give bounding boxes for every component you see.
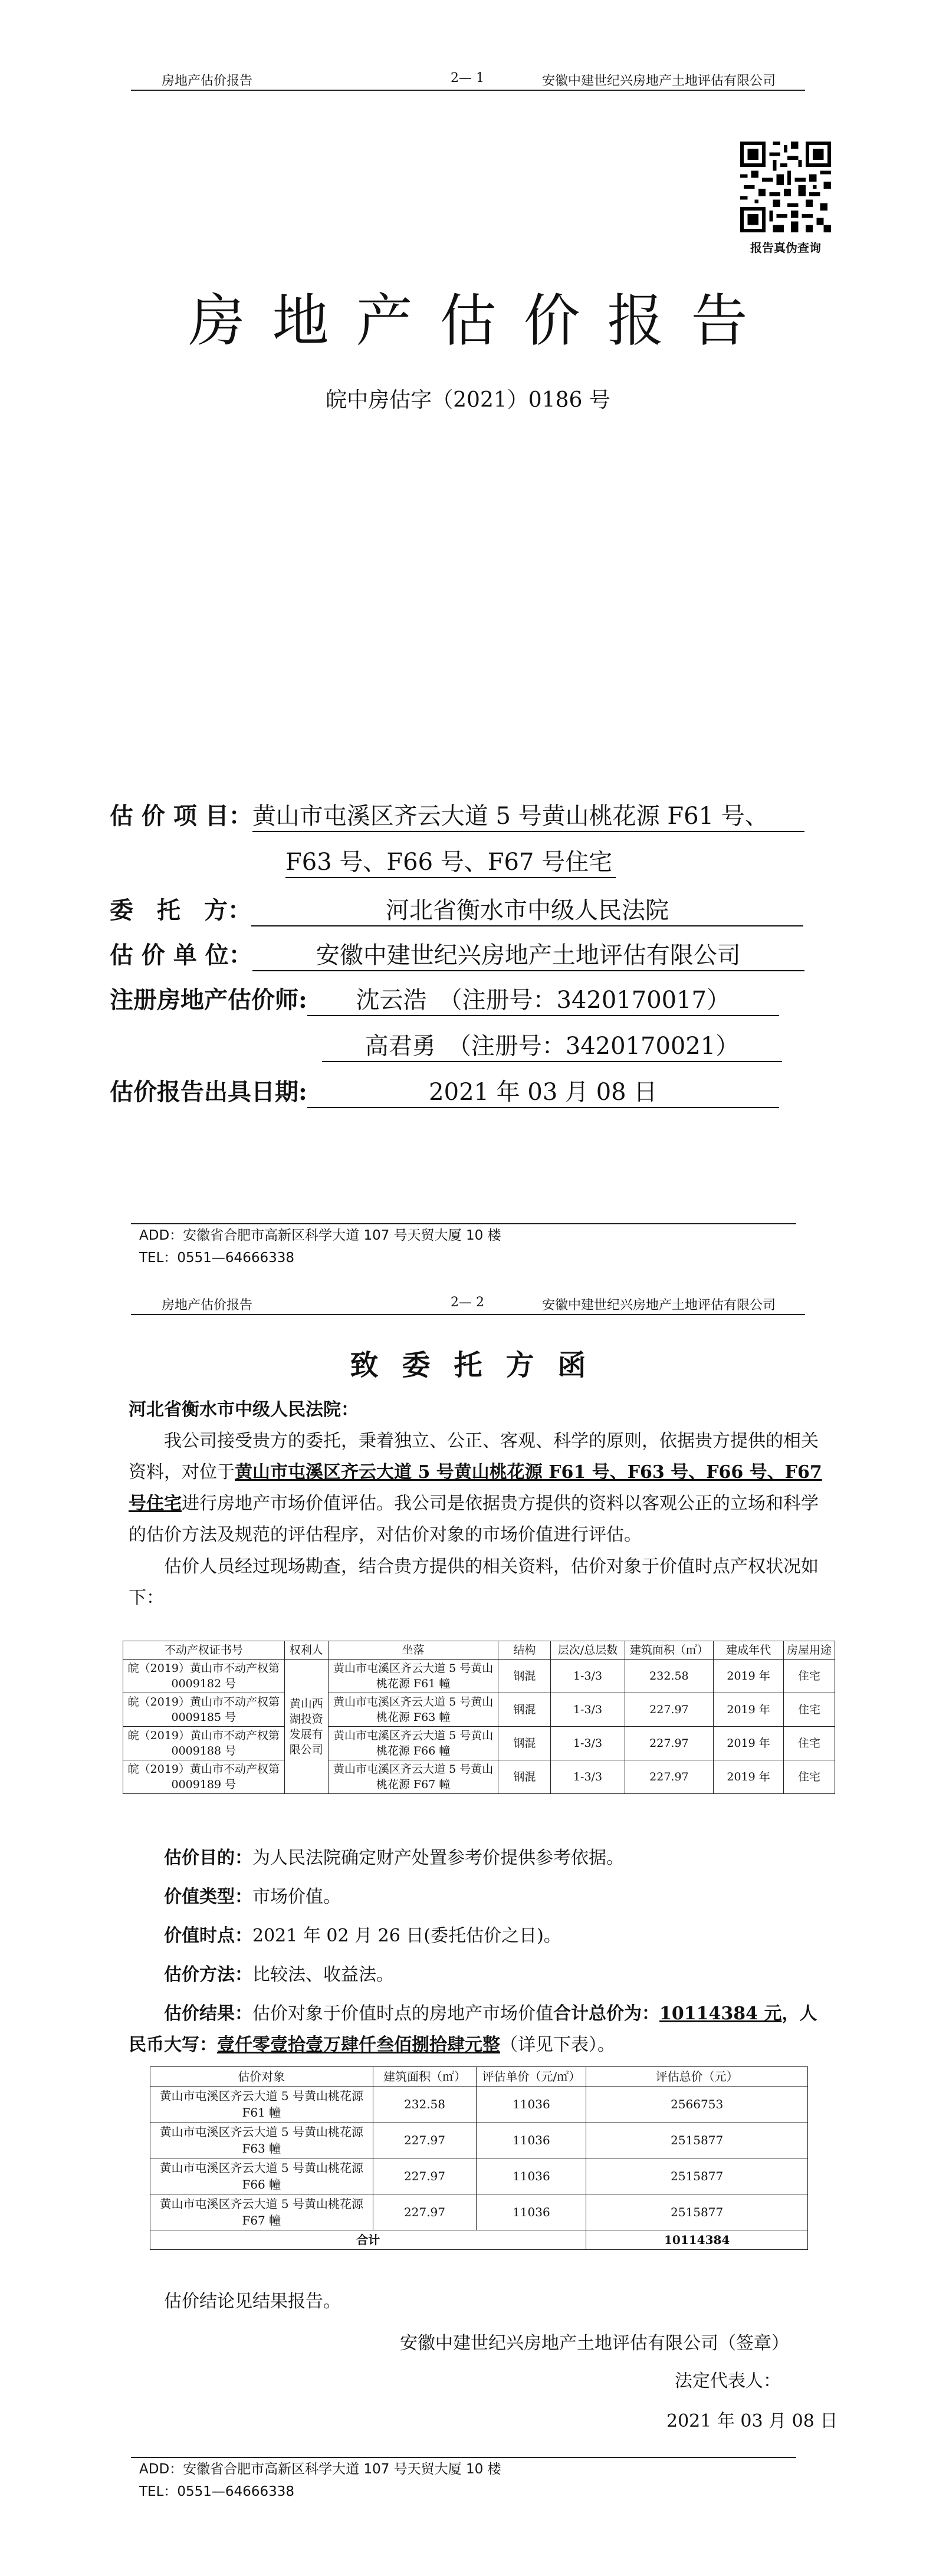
appraiser-value: 安徽中建世纪兴房地产土地评估有限公司 — [252, 937, 804, 971]
cell-area: 227.97 — [373, 2194, 477, 2230]
date-value: 2021 年 03 月 08 日 — [307, 1073, 779, 1108]
cell-structure: 钢混 — [498, 1693, 551, 1727]
cell-total-price: 2515877 — [586, 2158, 808, 2194]
cell-floors: 1-3/3 — [551, 1660, 625, 1693]
cell-year: 2019 年 — [714, 1693, 784, 1727]
col-location: 坐落 — [328, 1641, 498, 1660]
cell-floors: 1-3/3 — [551, 1727, 625, 1760]
value-type-line — [129, 1881, 822, 1913]
page-header — [131, 66, 805, 91]
cell-owner: 黄山西湖投资发展有限公司 — [284, 1660, 328, 1794]
cell-floors: 1-3/3 — [551, 1693, 625, 1727]
table-header-row — [150, 2067, 808, 2087]
cell-use: 住宅 — [783, 1727, 835, 1760]
table-total-row — [150, 2230, 808, 2250]
cell-object: 黄山市屯溪区齐云大道 5 号黄山桃花源 F66 幢 — [150, 2158, 373, 2194]
cell-area: 232.58 — [373, 2087, 477, 2122]
conclusion-line: 估价结论见结果报告。 — [164, 2291, 341, 2312]
table-row — [150, 2194, 808, 2230]
result-text-c: ，人民币大写： — [129, 2003, 817, 2055]
purpose-label: 估价目的： — [164, 1848, 252, 1868]
result-text-a: 估价对象于价值时点的房地产市场价值 — [252, 2003, 553, 2024]
cell-unit-price: 11036 — [477, 2122, 586, 2158]
appraiser-row — [110, 937, 804, 971]
result-amount-chinese: 壹仟零壹拾壹万肆仟叁佰捌拾肆元整 — [217, 2035, 500, 2055]
cell-unit-price: 11036 — [477, 2087, 586, 2122]
project-row — [110, 797, 804, 832]
col-use: 房屋用途 — [783, 1641, 835, 1660]
col-structure: 结构 — [498, 1641, 551, 1660]
cell-unit-price: 11036 — [477, 2158, 586, 2194]
cell-total-price: 2515877 — [586, 2122, 808, 2158]
date-row — [110, 1073, 779, 1108]
footer-tel: TEL：0551—64666338 — [139, 2484, 294, 2499]
page-footer — [131, 1223, 796, 1269]
cell-area: 227.97 — [625, 1760, 714, 1794]
client-label: 委 托 方： — [110, 896, 251, 924]
qr-caption: 报告真伪查询 — [750, 241, 821, 255]
letter-paragraph-1 — [129, 1425, 822, 1550]
cell-area: 232.58 — [625, 1660, 714, 1693]
letter-title: 致委托方函 — [350, 1349, 610, 1382]
valuer-2: 高君勇 （注册号：3420170021） — [322, 1027, 782, 1062]
table-header-row — [123, 1641, 835, 1660]
cell-object: 黄山市屯溪区齐云大道 5 号黄山桃花源 F61 幢 — [150, 2087, 373, 2122]
table-row — [150, 2087, 808, 2122]
cell-use: 住宅 — [783, 1660, 835, 1693]
cell-total-price: 2566753 — [586, 2087, 808, 2122]
cell-use: 住宅 — [783, 1693, 835, 1727]
cell-location: 黄山市屯溪区齐云大道 5 号黄山桃花源 F61 幢 — [328, 1660, 498, 1693]
cell-year: 2019 年 — [714, 1760, 784, 1794]
property-rights-table — [123, 1641, 835, 1794]
header-right: 安徽中建世纪兴房地产土地评估有限公司 — [541, 1298, 776, 1313]
table-row — [123, 1660, 835, 1693]
col-floors: 层次/总层数 — [551, 1641, 625, 1660]
qr-block — [733, 142, 839, 255]
cell-year: 2019 年 — [714, 1660, 784, 1693]
header-right: 安徽中建世纪兴房地产土地评估有限公司 — [541, 74, 776, 88]
cell-location: 黄山市屯溪区齐云大道 5 号黄山桃花源 F63 幢 — [328, 1693, 498, 1727]
cell-structure: 钢混 — [498, 1660, 551, 1693]
cell-area: 227.97 — [373, 2122, 477, 2158]
result-text-d: （详见下表）。 — [500, 2035, 615, 2055]
page-footer-2 — [131, 2457, 796, 2503]
header-page-number: 2— 2 — [451, 1295, 484, 1310]
header-left: 房地产估价报告 — [162, 1298, 253, 1313]
cell-year: 2019 年 — [714, 1727, 784, 1760]
col-area: 建筑面积（㎡） — [373, 2067, 477, 2087]
project-row-2 — [285, 843, 616, 878]
cell-structure: 钢混 — [498, 1760, 551, 1794]
cell-location: 黄山市屯溪区齐云大道 5 号黄山桃花源 F66 幢 — [328, 1727, 498, 1760]
total-value: 10114384 — [586, 2230, 808, 2250]
valuer-row — [110, 981, 779, 1016]
cell-object: 黄山市屯溪区齐云大道 5 号黄山桃花源 F67 幢 — [150, 2194, 373, 2230]
footer-address: ADD：安徽省合肥市高新区科学大道 107 号天贸大厦 10 楼 — [139, 1228, 501, 1243]
table-row — [150, 2158, 808, 2194]
cell-cert: 皖（2019）黄山市不动产权第 0009185 号 — [123, 1693, 285, 1727]
result-text-b: 合计总价为： — [553, 2003, 659, 2024]
purpose-value: 为人民法院确定财产处置参考价提供参考依据。 — [252, 1848, 624, 1868]
result-label: 估价结果： — [164, 2003, 252, 2024]
col-year: 建成年代 — [714, 1641, 784, 1660]
value-time-value: 2021 年 02 月 26 日(委托估价之日)。 — [252, 1926, 561, 1946]
cell-structure: 钢混 — [498, 1727, 551, 1760]
cell-total-price: 2515877 — [586, 2194, 808, 2230]
page-header-2 — [131, 1290, 805, 1315]
cell-area: 227.97 — [625, 1693, 714, 1727]
cell-area: 227.97 — [625, 1727, 714, 1760]
cell-unit-price: 11036 — [477, 2194, 586, 2230]
col-cert: 不动产权证书号 — [123, 1641, 285, 1660]
date-label: 估价报告出具日期: — [110, 1078, 307, 1106]
header-page-number: 2— 1 — [451, 71, 484, 86]
p1-text-a: 我公司接受贵方的委托，秉着独立、公正、客观、科学的原则，依据贵方提供的相关资料，对位于 — [129, 1431, 819, 1483]
project-label: 估 价 项 目： — [110, 802, 252, 830]
project-line-2: F63 号、F66 号、F67 号住宅 — [285, 843, 616, 878]
p1-text-c: 进行房地产市场价值评估。我公司是依据贵方提供的资料以客观公正的立场和科学的估价方法及规范的评估程序，对估价对象的市场价值进行评估。 — [129, 1493, 819, 1545]
col-total-price: 评估总价（元） — [586, 2067, 808, 2087]
cell-area: 227.97 — [373, 2158, 477, 2194]
cell-location: 黄山市屯溪区齐云大道 5 号黄山桃花源 F67 幢 — [328, 1760, 498, 1794]
cell-cert: 皖（2019）黄山市不动产权第 0009188 号 — [123, 1727, 285, 1760]
table-row — [150, 2122, 808, 2158]
table-row — [123, 1760, 835, 1794]
cell-cert: 皖（2019）黄山市不动产权第 0009182 号 — [123, 1660, 285, 1693]
result-line — [129, 1998, 822, 2061]
table-row — [123, 1693, 835, 1727]
client-row — [110, 892, 803, 926]
method-line — [129, 1959, 822, 1990]
qr-code-icon — [740, 142, 831, 232]
letter-paragraph-2: 估价人员经过现场勘查，结合贵方提供的相关资料，估价对象于价值时点产权状况如下： — [129, 1556, 819, 1608]
appraiser-label: 估 价 单 位： — [110, 941, 252, 969]
cell-object: 黄山市屯溪区齐云大道 5 号黄山桃花源 F63 幢 — [150, 2122, 373, 2158]
legal-representative: 法定代表人： — [675, 2371, 781, 2391]
result-amount: 10114384 元 — [659, 2003, 782, 2024]
valuer-1: 沈云浩 （注册号：3420170017） — [307, 981, 779, 1016]
letter-date: 2021 年 03 月 08 日 — [666, 2411, 838, 2432]
purpose-line — [129, 1842, 822, 1874]
col-unit-price: 评估单价（元/㎡） — [477, 2067, 586, 2087]
col-object: 估价对象 — [150, 2067, 373, 2087]
valuer-row-2 — [322, 1027, 782, 1062]
project-line-1: 黄山市屯溪区齐云大道 5 号黄山桃花源 F61 号、 — [252, 797, 804, 832]
cell-floors: 1-3/3 — [551, 1760, 625, 1794]
col-area: 建筑面积（㎡） — [625, 1641, 714, 1660]
p1-property: 黄山市屯溪区齐云大道 5 号黄山桃花源 F61 号、F63 号、F66 号、F67 号住宅 — [129, 1462, 822, 1514]
value-time-line — [129, 1920, 822, 1951]
cell-cert: 皖（2019）黄山市不动产权第 0009189 号 — [123, 1760, 285, 1794]
client-value: 河北省衡水市中级人民法院 — [251, 892, 803, 926]
header-left: 房地产估价报告 — [162, 74, 253, 88]
valuer-label: 注册房地产估价师: — [110, 986, 307, 1014]
letter-salutation: 河北省衡水市中级人民法院： — [129, 1399, 359, 1420]
total-label: 合计 — [150, 2230, 586, 2250]
value-type-label: 价值类型： — [164, 1887, 252, 1907]
method-value: 比较法、收益法。 — [252, 1964, 394, 1985]
value-time-label: 价值时点： — [164, 1926, 252, 1946]
method-label: 估价方法： — [164, 1964, 252, 1985]
col-owner: 权利人 — [284, 1641, 328, 1660]
table-row — [123, 1727, 835, 1760]
company-signature: 安徽中建世纪兴房地产土地评估有限公司（签章） — [400, 2333, 789, 2354]
footer-tel: TEL：0551—64666338 — [139, 1250, 294, 1266]
valuation-result-table — [150, 2066, 808, 2250]
cell-use: 住宅 — [783, 1760, 835, 1794]
footer-address: ADD：安徽省合肥市高新区科学大道 107 号天贸大厦 10 楼 — [139, 2462, 501, 2477]
report-title: 房地产估价报告 — [188, 288, 775, 354]
value-type-value: 市场价值。 — [252, 1887, 341, 1907]
report-number: 皖中房估字（2021）0186 号 — [326, 388, 610, 412]
